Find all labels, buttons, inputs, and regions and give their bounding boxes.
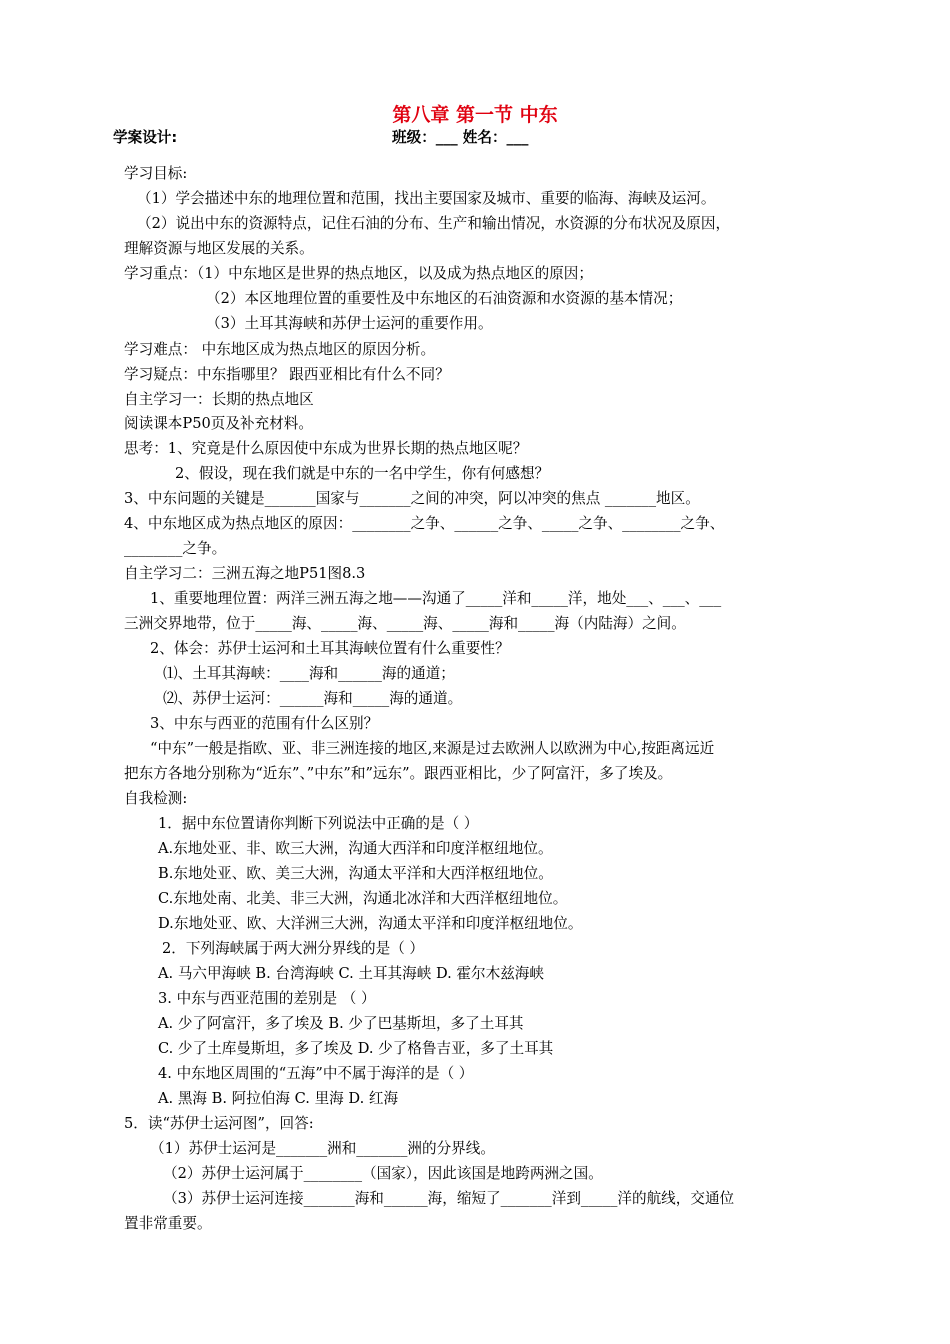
middle-east-vs-west-asia: 3、中东与西亚的范围有什么区别？ [150, 715, 379, 732]
key-points-1: 学习重点：（1）中东地区是世界的热点地区，以及成为热点地区的原因； [124, 265, 593, 282]
location-1: 1、重要地理位置：两洋三洲五海之地——沟通了_____洋和_____洋，地处___、___、___ [150, 590, 722, 607]
suez-canal: ⑵、苏伊士运河：______海和_____海的通道。 [163, 690, 463, 707]
key-points-3: （3）土耳其海峡和苏伊士运河的重要作用。 [206, 315, 493, 332]
doubt: 学习疑点：中东指哪里？ 跟西亚相比有什么不同？ [124, 366, 450, 383]
objective-2: （2）说出中东的资源特点，记住石油的分布、生产和输出情况，水资源的分布状况及原因， [137, 215, 731, 232]
self-study-1-heading: 自主学习一：长期的热点地区 [124, 391, 314, 408]
objective-2-cont: 理解资源与地区发展的关系。 [124, 240, 314, 257]
question-4-cont: ________之争。 [124, 540, 227, 557]
explanation-2: 把东方各地分别称为“近东”、”中东”和”远东”。跟西亚相比，少了阿富汗，多了埃及。 [124, 765, 673, 782]
test-q2-options: A. 马六甲海峡 B. 台湾海峡 C. 土耳其海峡 D. 霍尔木兹海峡 [158, 965, 544, 982]
test-q1-option-d: D.东地处亚、欧、大洋洲三大洲，沟通太平洋和印度洋枢纽地位。 [158, 915, 583, 932]
think-2: 2、假设，现在我们就是中东的一名中学生，你有何感想？ [175, 465, 550, 482]
experience-2: 2、体会：苏伊士运河和土耳其海峡位置有什么重要性？ [150, 640, 510, 657]
class-name-fields: 班级：___ 姓名：___ [392, 129, 529, 146]
test-q4-options: A. 黑海 B. 阿拉伯海 C. 里海 D. 红海 [158, 1090, 399, 1107]
reading-note: 阅读课本P50页及补充材料。 [124, 415, 313, 432]
test-q5: 5．读“苏伊士运河图”，回答: [124, 1115, 314, 1132]
location-1-cont: 三洲交界地带，位于_____海、_____海、_____海、_____海和_____海（内陆海）之间。 [124, 615, 686, 632]
test-q5-part-1: （1）苏伊士运河是_______洲和_______洲的分界线。 [150, 1140, 495, 1157]
test-q5-part-3-cont: 置非常重要。 [124, 1215, 212, 1232]
test-q5-part-2: （2）苏伊士运河属于________（国家），因此该国是地跨两洲之国。 [163, 1165, 603, 1182]
test-q2: 2．下列海峡属于两大洲分界线的是（ ） [162, 940, 425, 957]
key-points-2: （2）本区地理位置的重要性及中东地区的石油资源和水资源的基本情况； [206, 290, 683, 307]
self-test-heading: 自我检测: [124, 790, 188, 807]
objective-1: （1）学会描述中东的地理位置和范围，找出主要国家及城市、重要的临海、海峡及运河。 [137, 190, 716, 207]
test-q3-options-ab: A. 少了阿富汗，多了埃及 B. 少了巴基斯坦，多了土耳其 [158, 1015, 524, 1032]
test-q1-option-b: B.东地处亚、欧、美三大洲，沟通太平洋和大西洋枢纽地位。 [158, 865, 553, 882]
difficulty: 学习难点： 中东地区成为热点地区的原因分析。 [124, 341, 436, 358]
test-q1-option-c: C.东地处南、北美、非三大洲，沟通北冰洋和大西洋枢纽地位。 [158, 890, 568, 907]
objectives-heading: 学习目标: [124, 165, 188, 182]
turkish-strait: ⑴、土耳其海峡：____海和______海的通道； [163, 665, 455, 682]
self-study-2-heading: 自主学习二：三洲五海之地P51图8.3 [124, 565, 366, 582]
design-label: 学案设计: [113, 129, 178, 146]
test-q1: 1．据中东位置请你判断下列说法中正确的是（ ） [158, 815, 479, 832]
explanation-1: “中东”一般是指欧、亚、非三洲连接的地区,来源是过去欧洲人以欧洲为中心,按距离远近 [150, 740, 715, 757]
test-q3-options-cd: C. 少了土库曼斯坦，多了埃及 D. 少了格鲁吉亚，多了土耳其 [158, 1040, 554, 1057]
test-q3: 3. 中东与西亚范围的差别是 （ ） [158, 990, 376, 1007]
question-4: 4、中东地区成为热点地区的原因：________之争、______之争、_____之争、________之争、 [124, 515, 725, 532]
page-title: 第八章 第一节 中东 [392, 104, 558, 126]
test-q4: 4. 中东地区周围的“五海”中不属于海洋的是（ ） [158, 1065, 474, 1082]
test-q5-part-3: （3）苏伊士运河连接_______海和______海，缩短了_______洋到_____洋的航线，交通位 [163, 1190, 735, 1207]
test-q1-option-a: A.东地处亚、非、欧三大洲，沟通大西洋和印度洋枢纽地位。 [158, 840, 553, 857]
think-1: 思考：1、究竟是什么原因使中东成为世界长期的热点地区呢？ [124, 440, 528, 457]
question-3: 3、中东问题的关键是_______国家与_______之间的冲突，阿以冲突的焦点 _______地区。 [124, 490, 700, 507]
